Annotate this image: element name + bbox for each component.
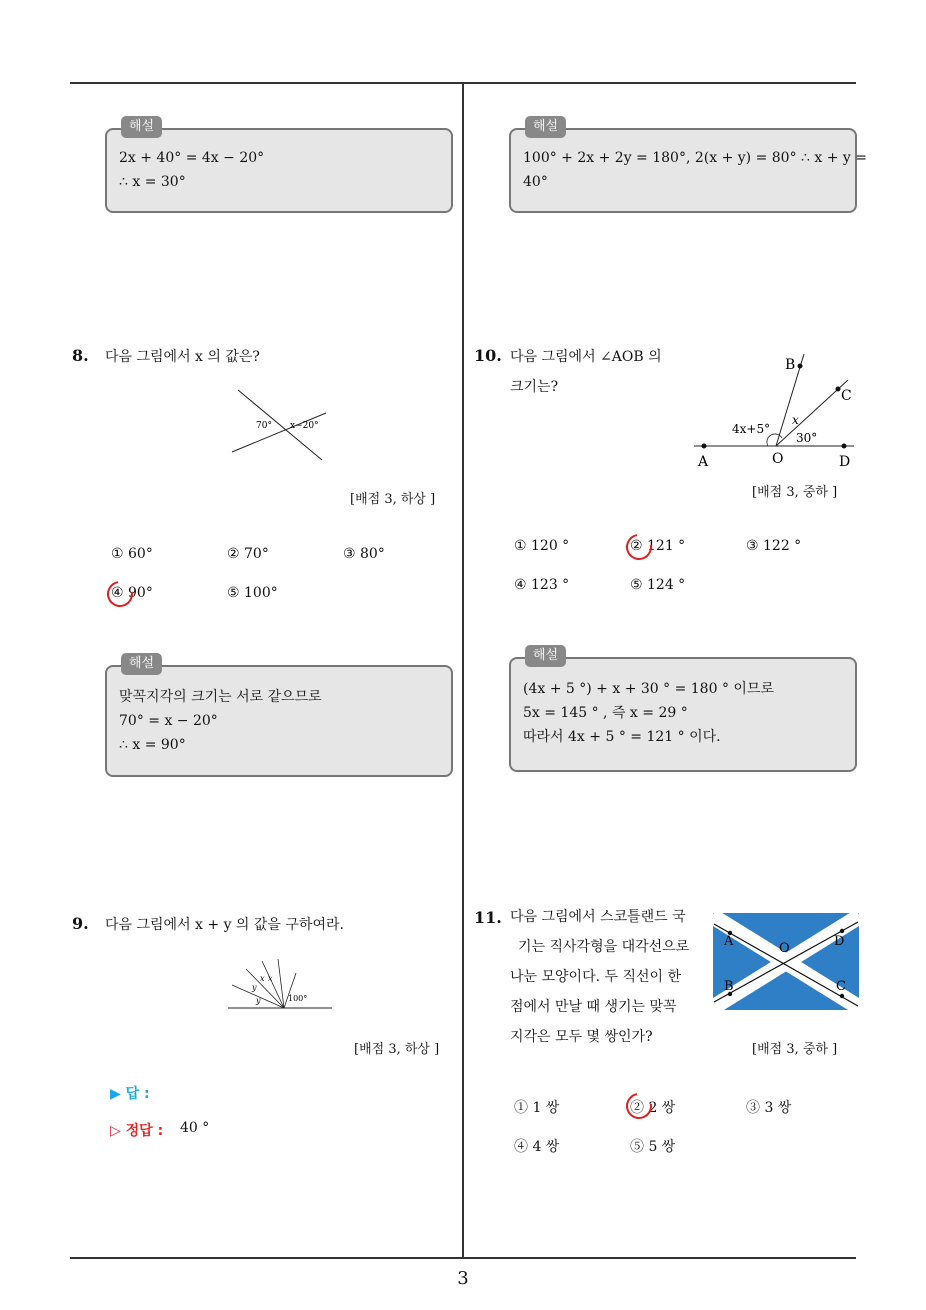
- point-d: [842, 444, 847, 449]
- point: [840, 994, 844, 998]
- point: [840, 929, 844, 933]
- q10-figure: [690, 350, 860, 475]
- option-4[interactable]: ④ 4 쌍: [514, 1139, 560, 1155]
- question-text: [510, 342, 662, 402]
- explanation-line: ∴ x = 30°: [119, 174, 186, 190]
- explanation-tag: 해설: [525, 645, 566, 667]
- angle-label: x: [268, 974, 273, 983]
- option-1[interactable]: ① 60°: [111, 546, 153, 562]
- scotland-flag-figure: [712, 912, 860, 1012]
- q8-figure: [228, 385, 328, 465]
- angle-label: 100°: [288, 994, 308, 1003]
- column-divider: [462, 83, 464, 1258]
- angle-label: x: [260, 974, 265, 983]
- option-5[interactable]: ⑤ 124 °: [630, 577, 686, 593]
- question-text-line: 크기는?: [510, 379, 559, 395]
- figure-ray: [262, 961, 284, 1008]
- explanation-line: 따라서 4x + 5 ° = 121 ° 이다.: [523, 729, 721, 745]
- explanation-box-top-right: [509, 119, 867, 213]
- explanation-line: 100° + 2x + 2y = 180°, 2(x + y) = 80° ∴ x + y =: [523, 150, 867, 166]
- explanation-line: 40°: [523, 174, 548, 190]
- selected-answer-circle: [102, 576, 138, 612]
- angle-label: x−20°: [290, 421, 319, 431]
- explanation-line: 5x = 145 ° , 즉 x = 29 °: [523, 705, 688, 721]
- angle-label: y: [256, 996, 261, 1005]
- explanation-line: 맞꼭지각의 크기는 서로 같으므로: [119, 689, 322, 705]
- selected-answer-circle: [621, 529, 657, 565]
- question-text-line: 기는 직사각형을 대각선으로: [518, 939, 690, 955]
- score-label: [배점 3, 하상 ]: [354, 1042, 440, 1057]
- option-4[interactable]: ④ 90°: [111, 585, 153, 601]
- question-text-line: 지각은 모두 몇 쌍인가?: [510, 1029, 653, 1045]
- figure-line: [232, 413, 326, 452]
- angle-label: 4x+5°: [732, 422, 771, 436]
- option-4[interactable]: ④ 123 °: [514, 577, 570, 593]
- angle-label: x: [792, 413, 799, 427]
- point-label: A: [724, 934, 734, 949]
- option-1[interactable]: ① 1 쌍: [514, 1100, 560, 1116]
- question-text-line: 점에서 만날 때 생기는 맞꼭: [510, 999, 677, 1015]
- option-1[interactable]: ① 120 °: [514, 538, 570, 554]
- point-b: [798, 364, 803, 369]
- option-2[interactable]: ② 121 °: [630, 538, 686, 554]
- point-label: B: [785, 357, 796, 373]
- correct-answer-label: ▷ 정답 :: [110, 1123, 164, 1139]
- question-number: 10.: [474, 346, 502, 365]
- point-label: C: [841, 388, 852, 404]
- score-label: [배점 3, 하상 ]: [350, 492, 436, 507]
- score-label: [배점 3, 중하 ]: [752, 1042, 838, 1057]
- page-number: 3: [457, 1268, 469, 1289]
- option-2[interactable]: ② 2 쌍: [630, 1100, 676, 1116]
- angle-label: 30°: [796, 431, 818, 445]
- question-text: 다음 그림에서 x + y 의 값을 구하여라.: [105, 917, 344, 933]
- point-label: C: [836, 979, 846, 994]
- option-3[interactable]: ③ 3 쌍: [746, 1100, 792, 1116]
- option-5[interactable]: ⑤ 5 쌍: [630, 1139, 676, 1155]
- explanation-line: 2x + 40° = 4x − 20°: [119, 150, 265, 166]
- option-3[interactable]: ③ 122 °: [746, 538, 802, 554]
- question-number: 8.: [72, 346, 89, 365]
- point-label: D: [839, 454, 851, 470]
- question-text-line: 다음 그림에서 ∠AOB 의: [510, 349, 662, 365]
- point-label: A: [698, 454, 709, 470]
- angle-label: y: [252, 983, 257, 992]
- option-2[interactable]: ② 70°: [227, 546, 269, 562]
- question-text-line: 다음 그림에서 스코틀랜드 국: [510, 909, 686, 925]
- explanation-tag: 해설: [121, 116, 162, 138]
- question-text: [510, 902, 689, 1052]
- option-5[interactable]: ⑤ 100°: [227, 585, 278, 601]
- q9-figure: [226, 955, 336, 1015]
- explanation-line: 70° = x − 20°: [119, 713, 218, 729]
- question-text-line: 나눈 모양이다. 두 직선이 한: [510, 969, 682, 985]
- explanation-tag: 해설: [121, 653, 162, 675]
- point-label: B: [724, 979, 734, 994]
- correct-answer-value: 40 °: [180, 1120, 210, 1136]
- angle-label: 70°: [256, 421, 272, 431]
- selected-answer-circle: [621, 1088, 657, 1124]
- point-label: O: [772, 451, 784, 467]
- question-number: 11.: [474, 908, 502, 927]
- question-number: 9.: [72, 914, 89, 933]
- explanation-line: ∴ x = 90°: [119, 737, 186, 753]
- answer-label: ▶ 답 :: [110, 1086, 150, 1102]
- point-a: [702, 444, 707, 449]
- explanation-box-q10: [509, 648, 857, 772]
- option-3[interactable]: ③ 80°: [343, 546, 385, 562]
- score-label: [배점 3, 중하 ]: [752, 485, 838, 500]
- point-c: [836, 387, 841, 392]
- question-text: 다음 그림에서 x 의 값은?: [105, 349, 260, 365]
- point-label: O: [779, 941, 790, 956]
- explanation-tag: 해설: [525, 116, 566, 138]
- point-label: D: [834, 934, 845, 949]
- explanation-box-q8: [105, 656, 453, 777]
- explanation-line: (4x + 5 °) + x + 30 ° = 180 ° 이므로: [523, 681, 774, 697]
- explanation-box-top-left: [105, 119, 453, 213]
